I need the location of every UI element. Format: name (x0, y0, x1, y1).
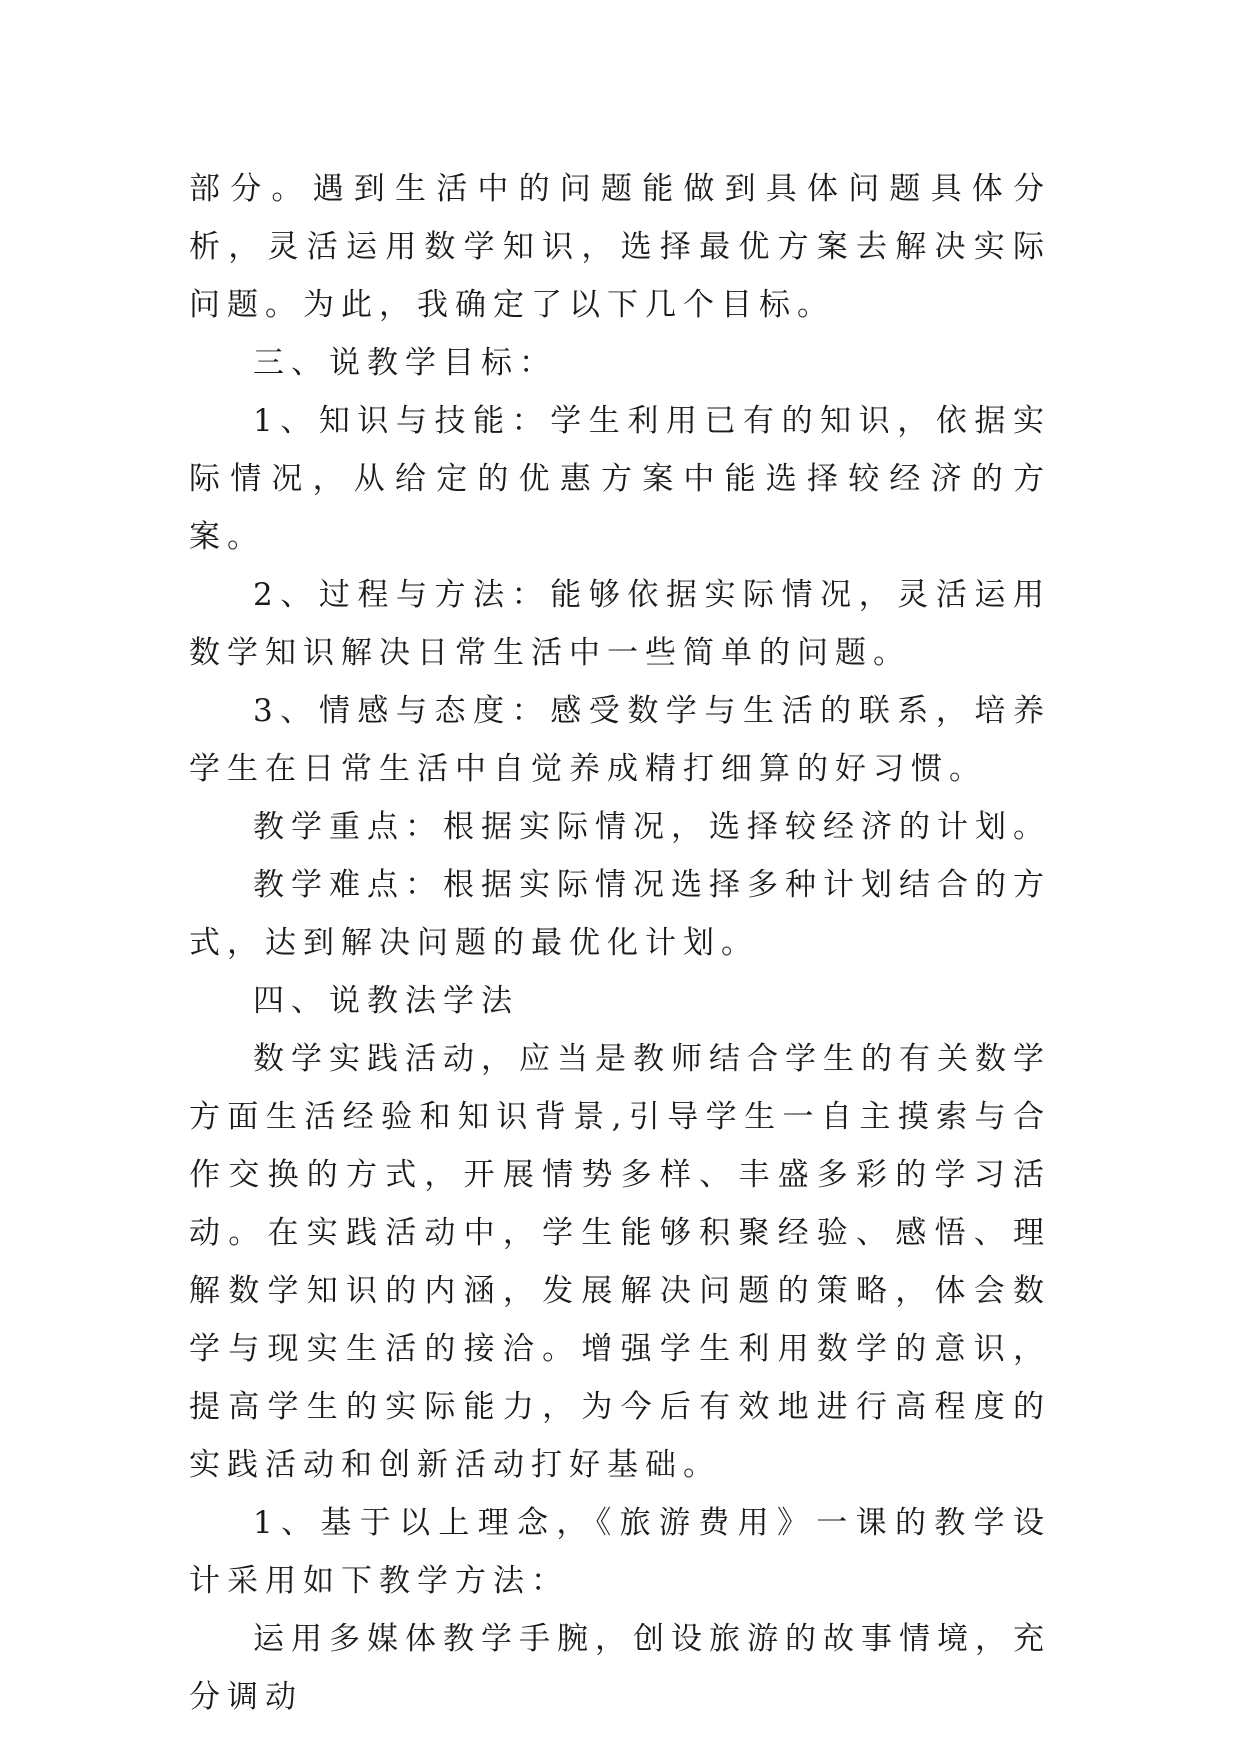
goal-process-method: 2、过程与方法：能够依据实际情况，灵活运用数学知识解决日常生活中一些简单的问题。 (189, 577, 1051, 671)
teaching-key-point: 教学重点：根据实际情况，选择较经济的计划。 (253, 809, 1051, 845)
section-heading-methods: 四、说教法学法 (253, 983, 519, 1019)
method-item-1: 1、基于以上理念，《旅游费用》一课的教学设计采用如下教学方法： (189, 1505, 1051, 1599)
section-heading-teaching-goals: 三、说教学目标： (253, 345, 557, 381)
paragraph-1: 部分。遇到生活中的问题能做到具体问题具体分析，灵活运用数学知识，选择最优方案去解决实际问题。为此，我确定了以下几个目标。 (189, 171, 1051, 323)
paragraph-practice-activities: 数学实践活动，应当是教师结合学生的有关数学方面生活经验和知识背景,引导学生一自主摸索与合作交换的方式，开展情势多样、丰盛多彩的学习活动。在实践活动中，学生能够积聚经验、感悟、理解数学知识的内涵，发展解决问题的策略，体会数学与现实生活的接洽。增强学生利用数学的意识，提高学生的实际能力，为今后有效地进行高程度的实践活动和创新活动打好基础。 (189, 1041, 1051, 1483)
document-body (189, 160, 1051, 1726)
goal-knowledge-skills: 1、知识与技能：学生利用已有的知识，依据实际情况，从给定的优惠方案中能选择较经济的方案。 (189, 403, 1051, 555)
teaching-difficulty: 教学难点：根据实际情况选择多种计划结合的方式，达到解决问题的最优化计划。 (189, 867, 1051, 961)
goal-emotion-attitude: 3、情感与态度：感受数学与生活的联系，培养学生在日常生活中自觉养成精打细算的好习惯。 (189, 693, 1051, 787)
paragraph-multimedia: 运用多媒体教学手腕，创设旅游的故事情境，充分调动 (189, 1621, 1051, 1715)
